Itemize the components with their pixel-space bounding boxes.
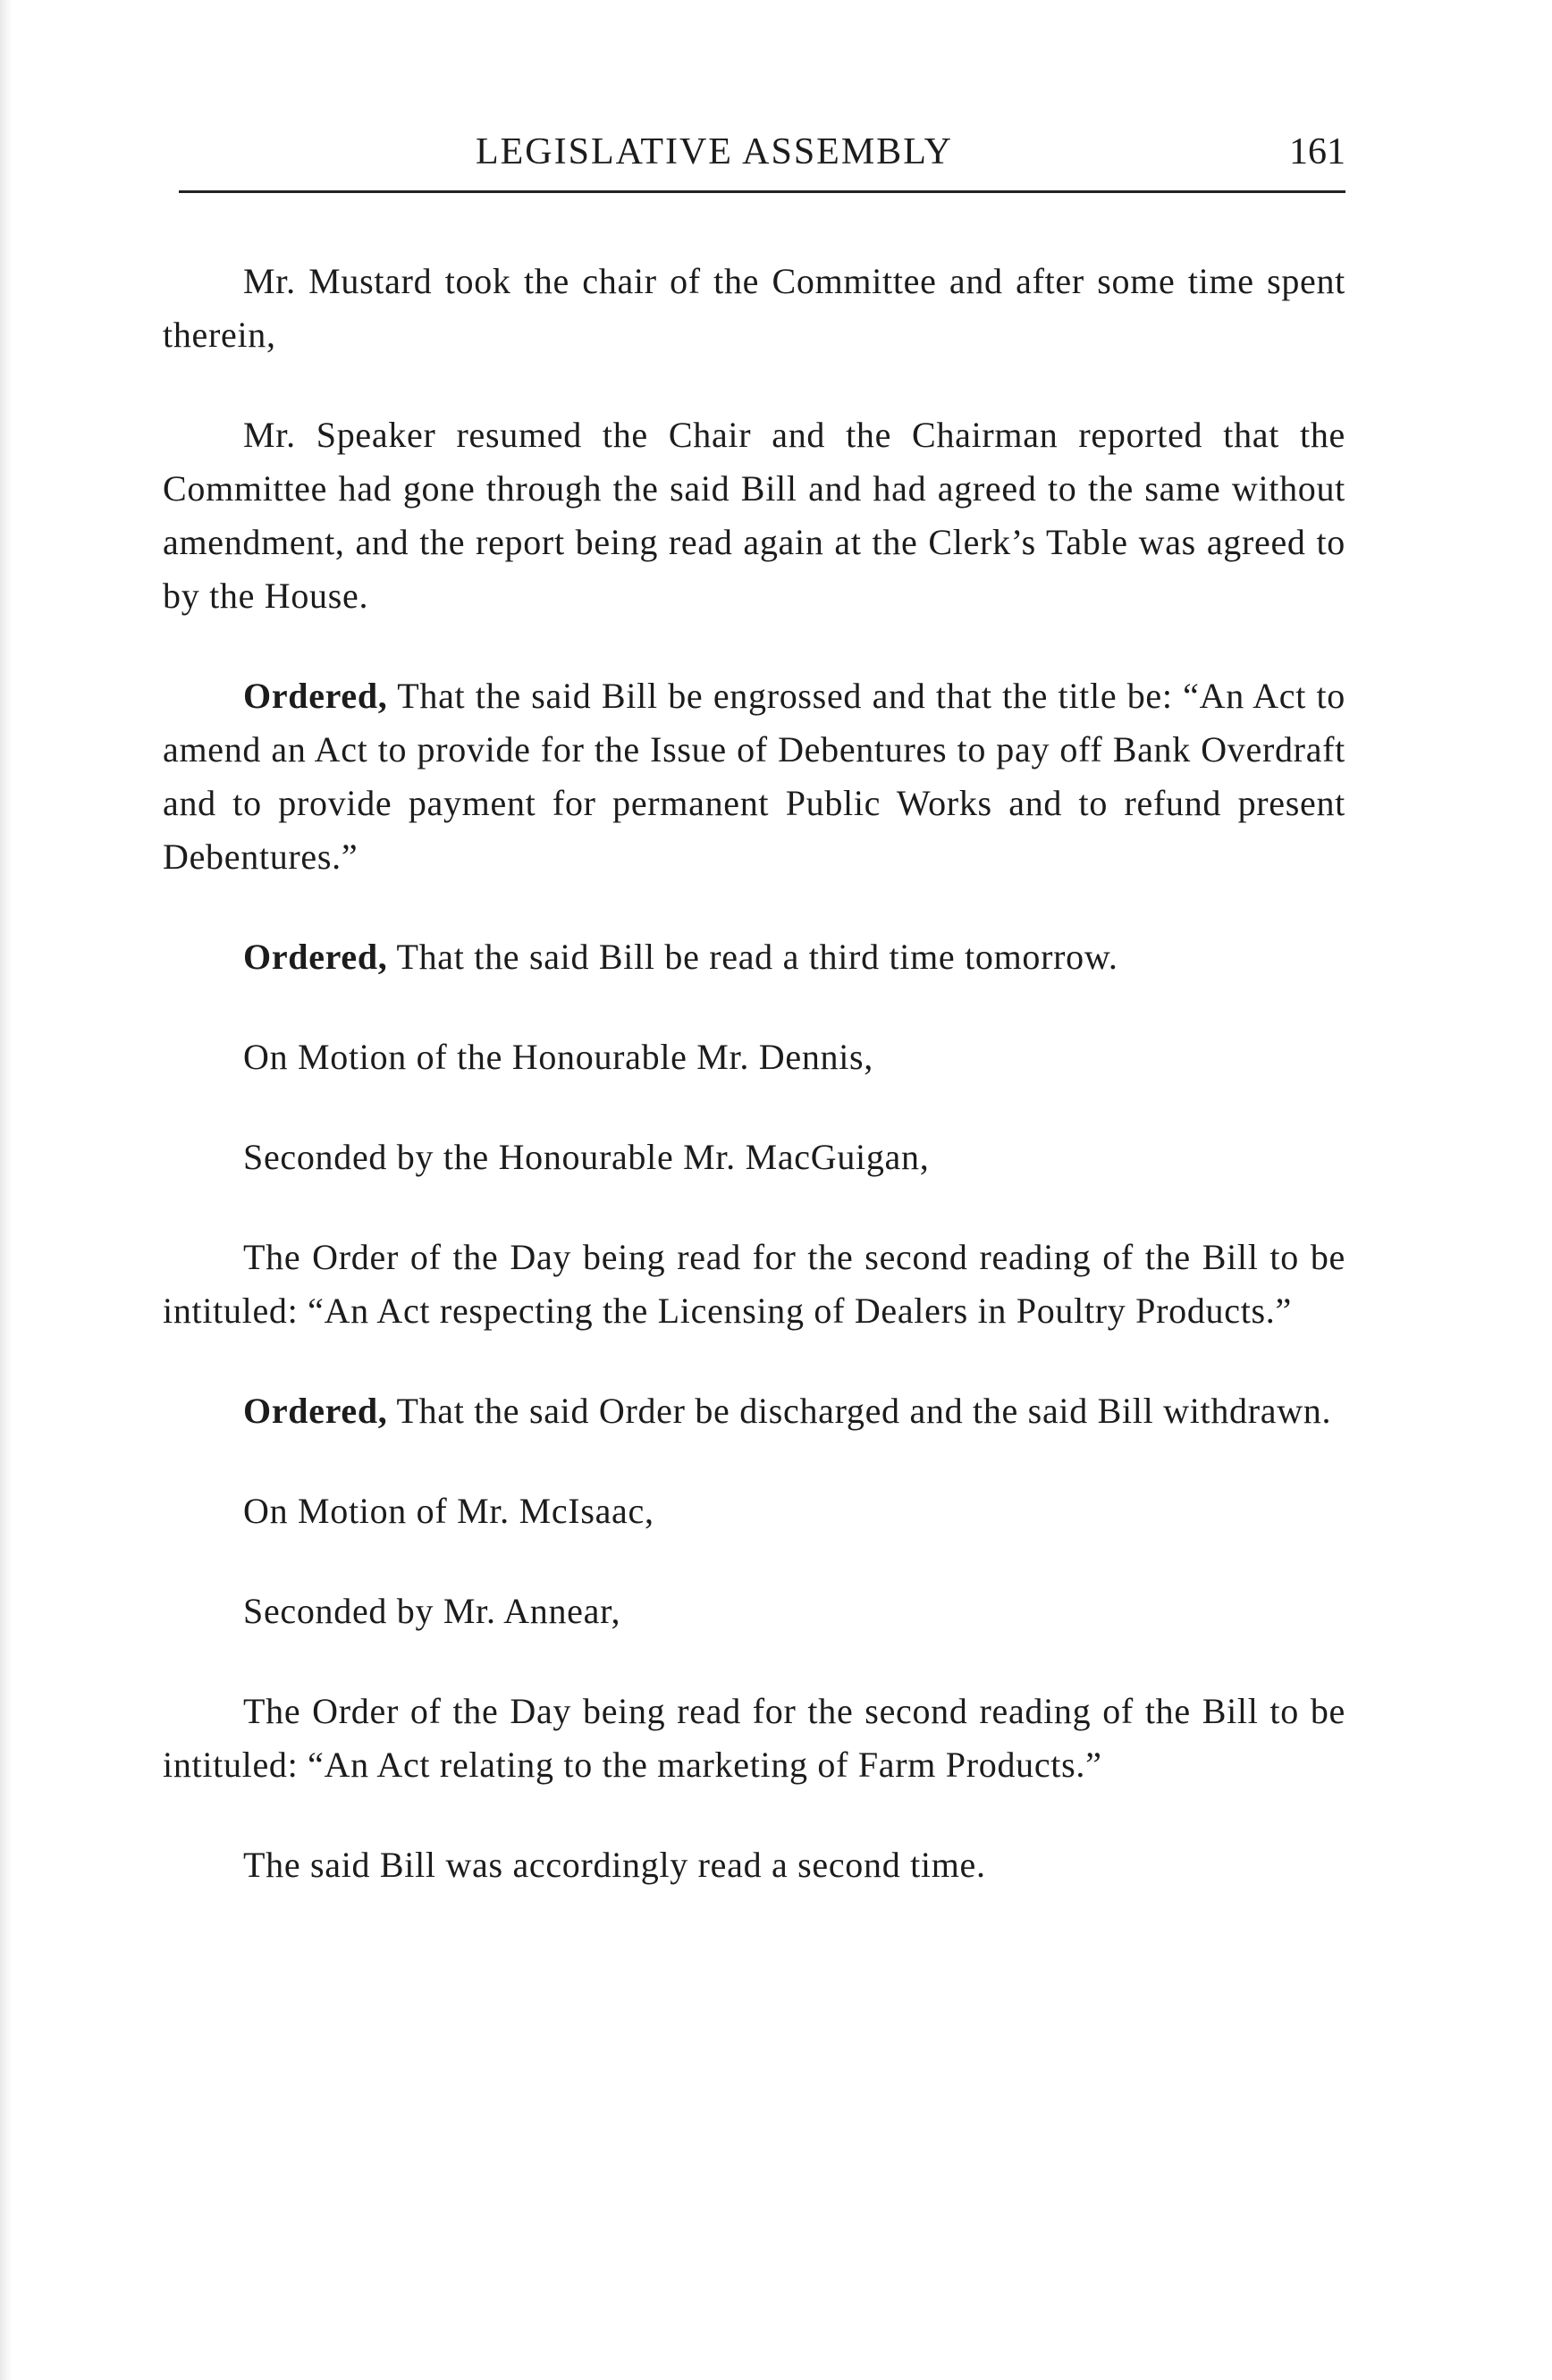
paragraph-text: Mr. Mustard took the chair of the Committee and after some time spent therein, xyxy=(163,261,1345,355)
page-number: 161 xyxy=(1289,131,1345,172)
paragraph-seconded-macguigan xyxy=(163,1131,1345,1184)
paragraph-ordered-third-reading xyxy=(163,930,1345,984)
paragraph-second-reading xyxy=(163,1838,1345,1892)
running-header xyxy=(179,125,1345,179)
header-rule xyxy=(179,190,1345,193)
paragraph-lead: Ordered, xyxy=(243,937,388,977)
header-title: LEGISLATIVE ASSEMBLY xyxy=(476,131,953,172)
paragraph-text: On Motion of Mr. McIsaac, xyxy=(243,1491,654,1531)
paragraph-text: The Order of the Day being read for the second reading of the Bill to be intituled: “An Act relating to the marketing of Farm Products.” xyxy=(163,1691,1345,1785)
paragraph-order-poultry-bill xyxy=(163,1231,1345,1338)
paragraph-motion-mcisaac xyxy=(163,1484,1345,1538)
paragraph-text: The said Bill was accordingly read a second time. xyxy=(243,1845,986,1885)
paragraph-text: On Motion of the Honourable Mr. Dennis, xyxy=(243,1037,873,1077)
paragraph-ordered-engrossed xyxy=(163,669,1345,884)
paragraph-text: Mr. Speaker resumed the Chair and the Chairman reported that the Committee had gone through the said Bill and had agreed to the same without amendment, and the report being read again at the Clerk’s Table was agreed to by the House. xyxy=(163,415,1345,616)
paragraph-motion-dennis xyxy=(163,1030,1345,1084)
paragraph-lead: Ordered, xyxy=(243,1391,388,1431)
page-left-edge xyxy=(0,0,13,2380)
paragraph-text: The Order of the Day being read for the second reading of the Bill to be intituled: “An Act respecting the Licensing of Dealers in Poultry Products.” xyxy=(163,1237,1345,1331)
paragraph-seconded-annear xyxy=(163,1585,1345,1638)
paragraph-text: Seconded by Mr. Annear, xyxy=(243,1591,621,1631)
paragraph-order-farm-products-bill xyxy=(163,1685,1345,1792)
paragraph-committee-chair xyxy=(163,255,1345,362)
paragraph-speaker-resumed xyxy=(163,408,1345,623)
paragraph-lead: Ordered, xyxy=(243,676,388,716)
paragraph-text: That the said Bill be engrossed and that the title be: “An Act to amend an Act to provide for the Issue of Debentures to pay off Bank Overdraft and to provide payment for permanent Public Works and to refund present Debentures.” xyxy=(163,676,1345,877)
paragraph-text: That the said Bill be read a third time tomorrow. xyxy=(387,937,1118,977)
paragraph-ordered-withdrawn xyxy=(163,1384,1345,1438)
body-text xyxy=(163,255,1345,1938)
paragraph-text: That the said Order be discharged and the said Bill withdrawn. xyxy=(387,1391,1332,1431)
paragraph-text: Seconded by the Honourable Mr. MacGuigan, xyxy=(243,1137,930,1177)
